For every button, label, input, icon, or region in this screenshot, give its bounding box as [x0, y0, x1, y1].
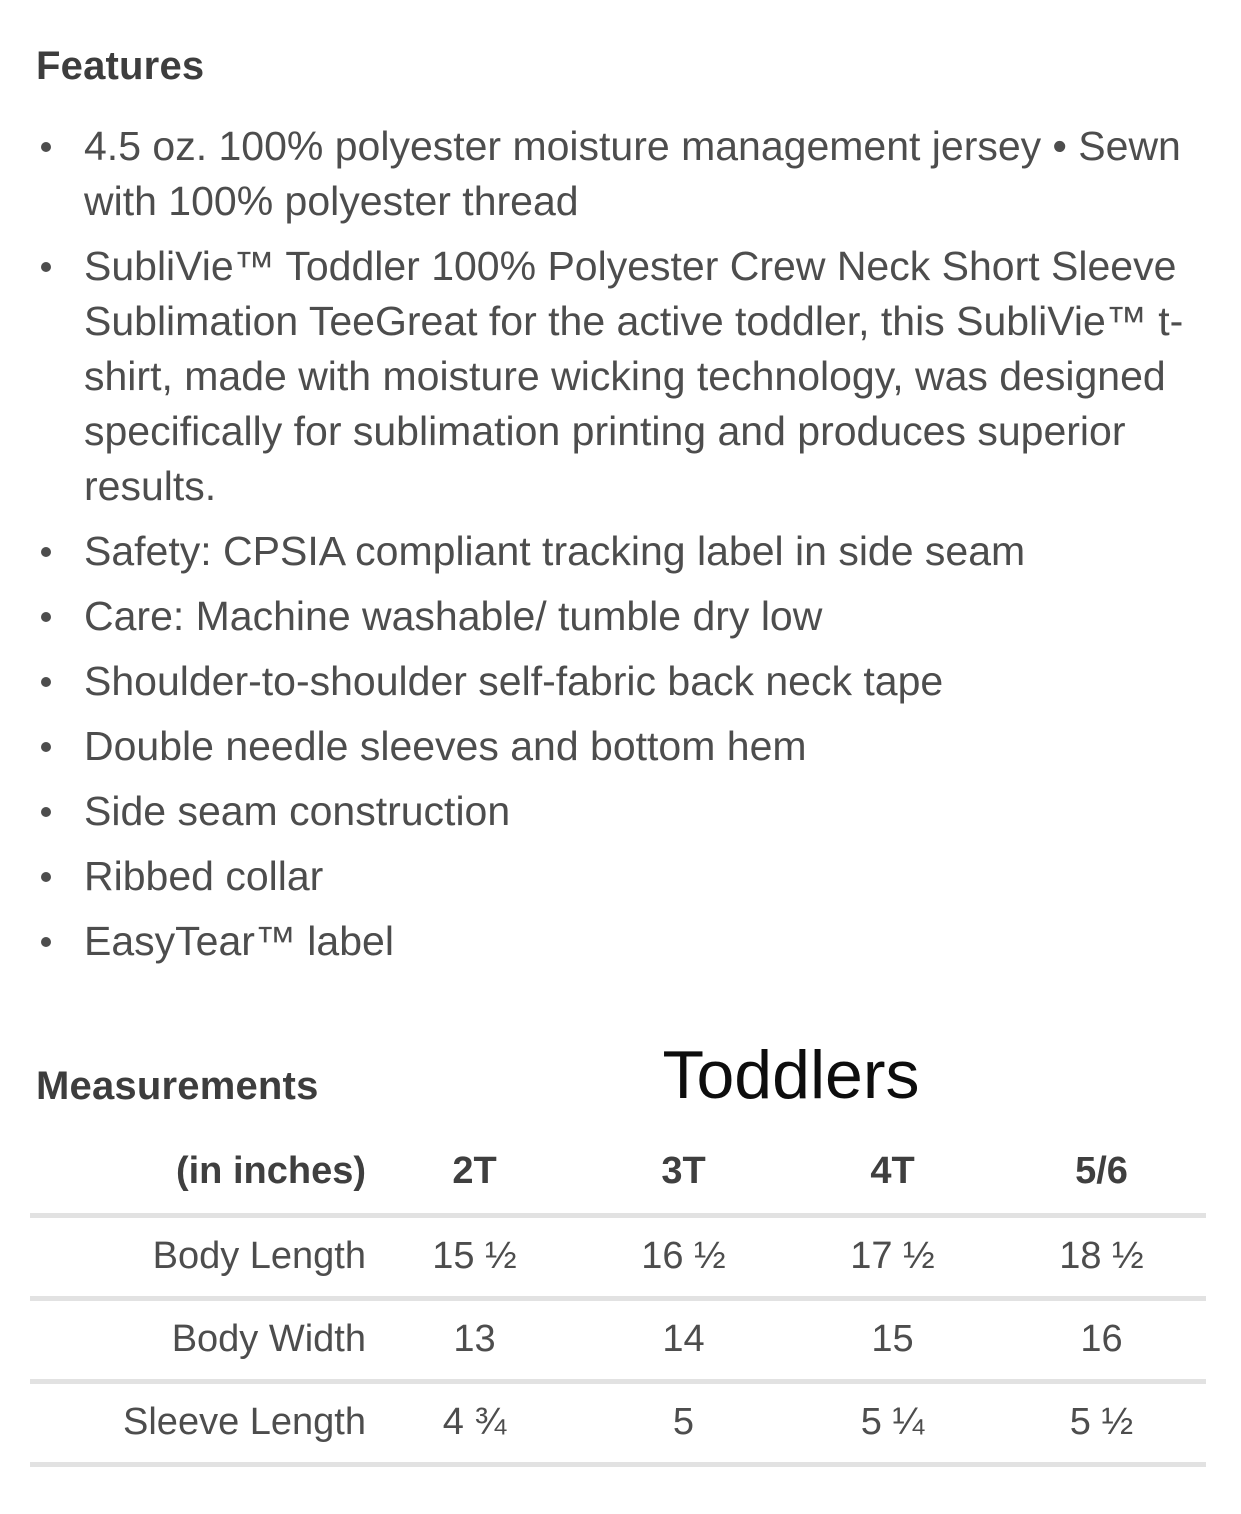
table-row-body-length — [30, 1215, 1206, 1298]
column-header-3t: 3T — [579, 1131, 788, 1215]
measurement-value: 5 ½ — [997, 1381, 1206, 1464]
measurement-value: 13 — [370, 1298, 579, 1381]
measurements-table-header — [30, 1131, 1206, 1215]
measurement-value: 15 ½ — [370, 1215, 579, 1298]
measurement-value: 15 — [788, 1298, 997, 1381]
measurements-table-body — [30, 1215, 1206, 1464]
row-label: Body Width — [30, 1298, 370, 1381]
feature-item: EasyTear™ label — [36, 914, 1194, 969]
measurement-value: 5 ¼ — [788, 1381, 997, 1464]
feature-item: Double needle sleeves and bottom hem — [36, 719, 1194, 774]
measurement-value: 17 ½ — [788, 1215, 997, 1298]
measurement-value: 5 — [579, 1381, 788, 1464]
measurement-value: 14 — [579, 1298, 788, 1381]
feature-item: Safety: CPSIA compliant tracking label in side seam — [36, 524, 1194, 579]
column-header-2t: 2T — [370, 1131, 579, 1215]
unit-label: (in inches) — [30, 1131, 370, 1215]
column-header-4t: 4T — [788, 1131, 997, 1215]
feature-item: Side seam construction — [36, 784, 1194, 839]
features-list — [36, 119, 1194, 969]
feature-item: SubliVie™ Toddler 100% Polyester Crew Neck Short Sleeve Sublimation TeeGreat for the active toddler, this SubliVie™ t-shirt, made with moisture wicking technology, was designed specifically for sublimation printing and produces superior results. — [36, 239, 1194, 514]
table-row-sleeve-length — [30, 1381, 1206, 1464]
measurements-header-row — [36, 1031, 1205, 1114]
feature-item: Care: Machine washable/ tumble dry low — [36, 589, 1194, 644]
table-header-row — [30, 1131, 1206, 1215]
table-row-body-width — [30, 1298, 1206, 1381]
column-header-5-6: 5/6 — [997, 1131, 1206, 1215]
feature-item: 4.5 oz. 100% polyester moisture management jersey • Sewn with 100% polyester thread — [36, 119, 1194, 229]
measurement-value: 16 ½ — [579, 1215, 788, 1298]
feature-item: Ribbed collar — [36, 849, 1194, 904]
measurements-heading: Measurements — [36, 1064, 319, 1108]
row-label: Sleeve Length — [30, 1381, 370, 1464]
feature-item: Shoulder-to-shoulder self-fabric back neck tape — [36, 654, 1194, 709]
measurement-value: 16 — [997, 1298, 1206, 1381]
size-table-title: Toddlers — [662, 1037, 920, 1114]
measurement-value: 4 ¾ — [370, 1381, 579, 1464]
measurements-table — [30, 1131, 1206, 1467]
measurement-value: 18 ½ — [997, 1215, 1206, 1298]
row-label: Body Length — [30, 1215, 370, 1298]
features-heading: Features — [36, 44, 205, 88]
